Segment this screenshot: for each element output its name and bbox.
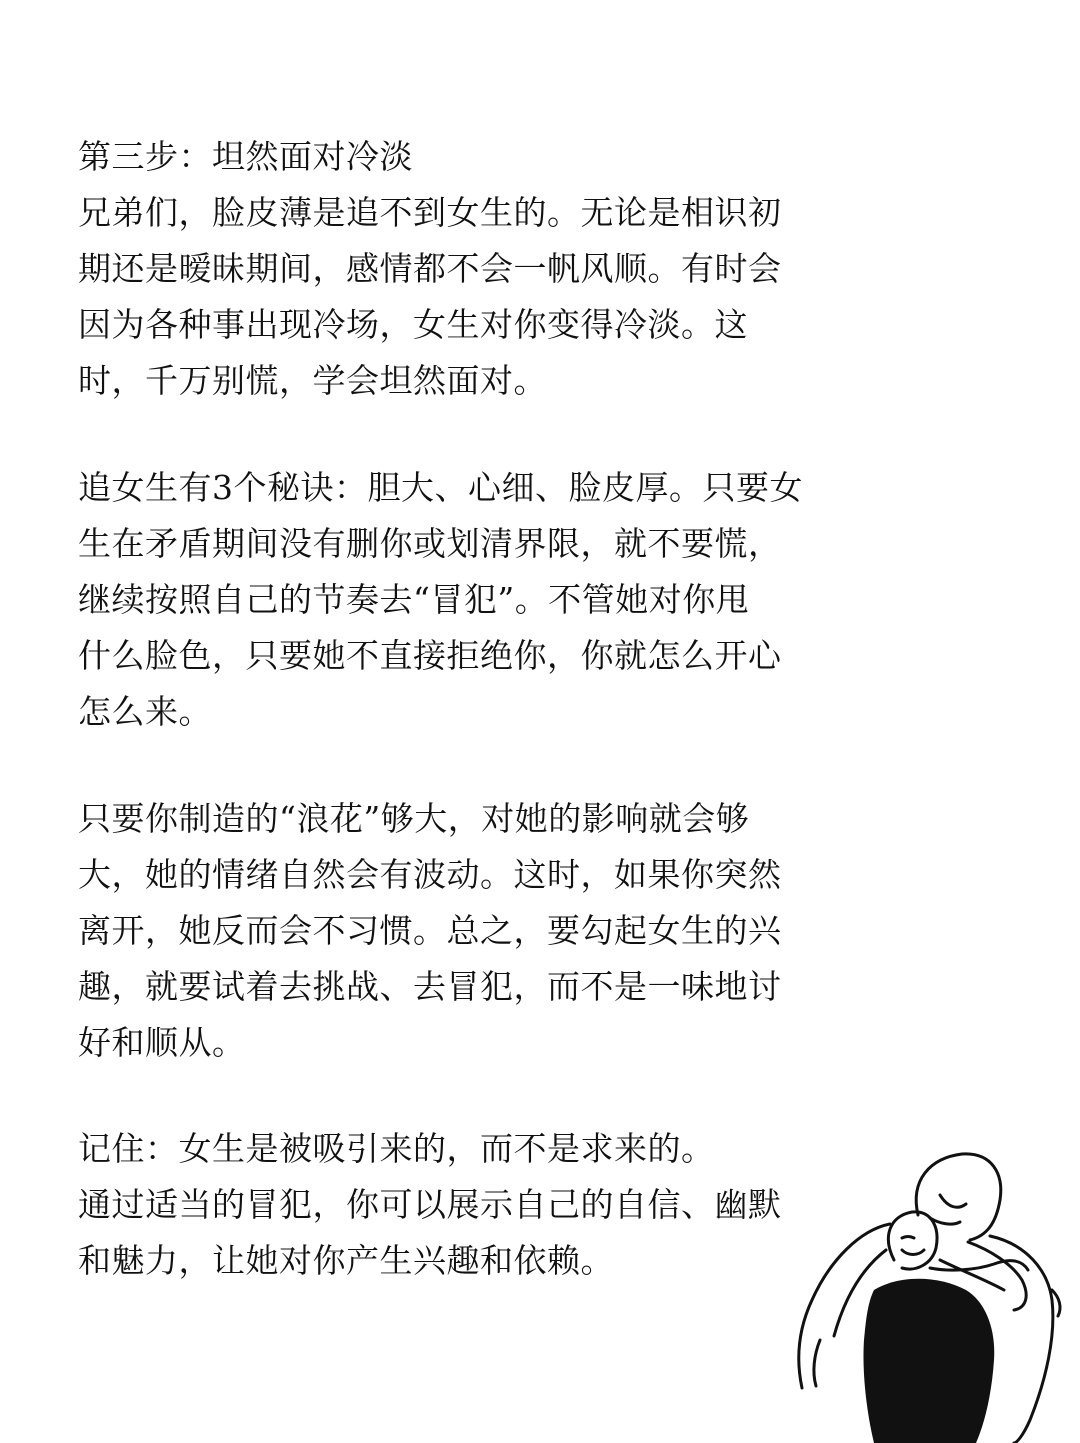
paragraph-line: 记住：女生是被吸引来的，而不是求来的。	[78, 1129, 715, 1168]
paragraph-line: 兄弟们，脸皮薄是追不到女生的。无论是相识初	[78, 193, 782, 232]
paragraph-line: 追女生有3个秘诀：胆大、心细、脸皮厚。只要女	[78, 468, 803, 507]
paragraph-line: 只要你制造的“浪花”够大，对她的影响就会够	[78, 799, 750, 838]
paragraph-line: 因为各种事出现冷场，女生对你变得冷淡。这	[78, 305, 748, 344]
paragraph-line: 时，千万别慌，学会坦然面对。	[78, 361, 547, 400]
paragraph-line: 和魅力，让她对你产生兴趣和依赖。	[78, 1241, 614, 1280]
paragraph-line: 什么脸色，只要她不直接拒绝你，你就怎么开心	[78, 636, 782, 675]
section-title: 第三步：坦然面对冷淡	[78, 137, 413, 176]
paragraph-line: 好和顺从。	[78, 1023, 246, 1062]
paragraph-line: 离开，她反而会不习惯。总之，要勾起女生的兴	[78, 911, 782, 950]
paragraph-line: 通过适当的冒犯，你可以展示自己的自信、幽默	[78, 1185, 782, 1224]
paragraph-line: 趣，就要试着去挑战、去冒犯，而不是一味地讨	[78, 967, 782, 1006]
paragraph-line: 怎么来。	[78, 692, 212, 731]
hugging-couple-icon	[790, 1140, 1080, 1443]
paragraph-line: 大，她的情绪自然会有波动。这时，如果你突然	[78, 855, 782, 894]
paragraph-line: 期还是暧昧期间，感情都不会一帆风顺。有时会	[78, 249, 782, 288]
paragraph-line: 生在矛盾期间没有删你或划清界限，就不要慌，	[78, 524, 782, 563]
paragraph-line: 继续按照自己的节奏去“冒犯”。不管她对你甩	[78, 580, 750, 619]
